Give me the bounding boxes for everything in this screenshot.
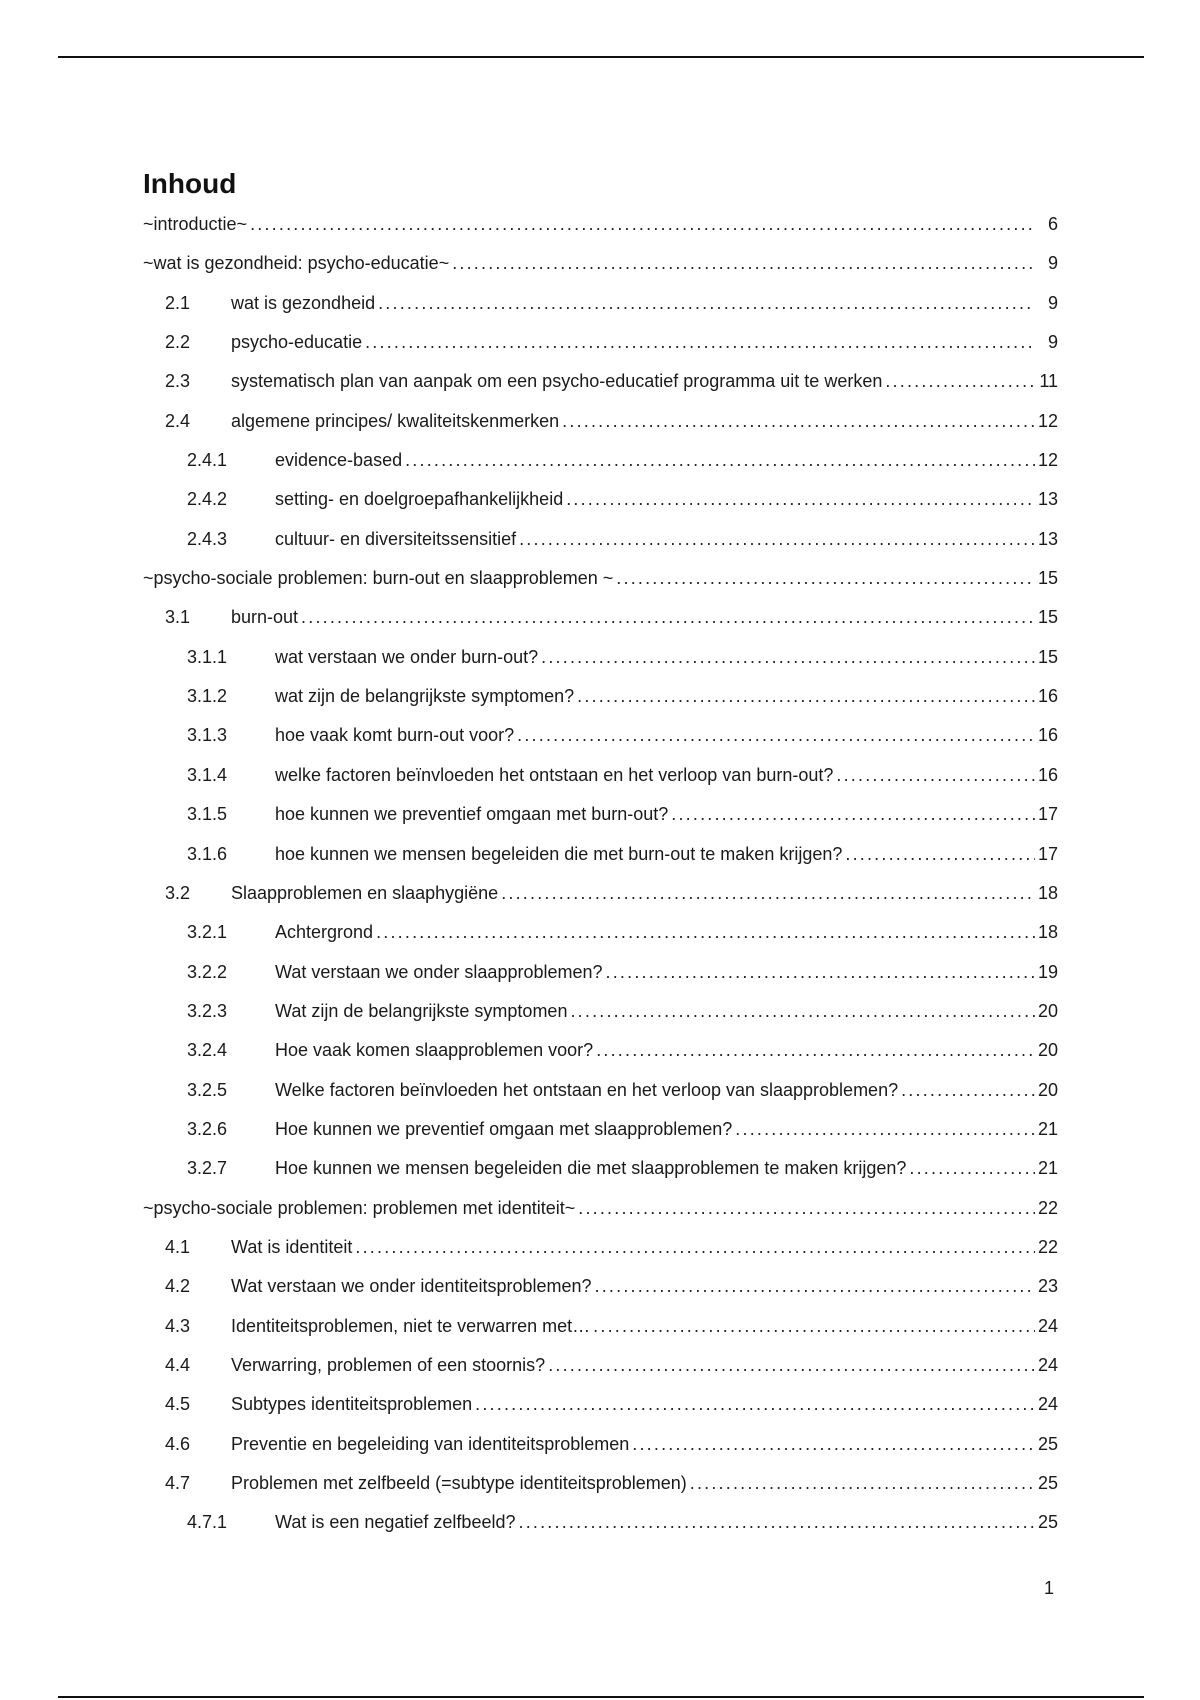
toc-entry-label: Hoe kunnen we mensen begeleiden die met slaapproblemen te maken krijgen?	[275, 1158, 907, 1179]
dot-leader	[541, 647, 1035, 667]
toc-entry-page: 9	[1047, 253, 1058, 274]
toc-entry[interactable]	[143, 405, 1058, 444]
dot-leader	[250, 214, 1035, 234]
toc-entry[interactable]	[143, 562, 1058, 601]
toc-entry-label: wat zijn de belangrijkste symptomen?	[275, 686, 575, 707]
toc-entry[interactable]	[143, 680, 1058, 719]
dot-leader	[452, 253, 1035, 273]
toc-entry-page: 12	[1037, 450, 1058, 471]
toc-entry-page: 18	[1037, 882, 1058, 903]
toc-entry[interactable]	[143, 641, 1058, 680]
dot-leader	[596, 1040, 1035, 1060]
dot-leader	[901, 1080, 1035, 1100]
dot-leader	[475, 1394, 1035, 1414]
toc-entry[interactable]	[143, 995, 1058, 1034]
toc-entry-page: 25	[1037, 1473, 1058, 1493]
toc-entry-label: Welke factoren beïnvloeden het ontstaan en het verloop van slaapproblemen?	[275, 1079, 899, 1100]
toc-entry-number: 2.4.2	[187, 489, 228, 510]
dot-leader	[365, 332, 1035, 352]
table-of-contents	[143, 208, 1058, 1546]
toc-entry[interactable]	[143, 877, 1058, 916]
dot-leader	[548, 1355, 1035, 1375]
toc-entry-number: 2.3	[165, 371, 191, 392]
toc-entry-label: setting- en doelgroepafhankelijkheid	[275, 489, 564, 510]
toc-entry[interactable]	[143, 247, 1058, 286]
toc-entry-label: ~introductie~	[143, 214, 248, 234]
toc-entry-number: 3.2.1	[187, 922, 228, 943]
dot-leader	[593, 1316, 1035, 1336]
toc-entry-page: 24	[1037, 1394, 1058, 1415]
toc-entry-number: 4.7	[165, 1473, 191, 1493]
dot-leader	[355, 1237, 1035, 1257]
toc-entry-page: 9	[1047, 292, 1058, 313]
toc-entry[interactable]	[143, 759, 1058, 798]
toc-entry-number: 3.2.5	[187, 1079, 228, 1100]
dot-leader	[595, 1276, 1035, 1296]
toc-entry-number: 4.6	[165, 1433, 191, 1454]
toc-entry[interactable]	[143, 916, 1058, 955]
toc-entry-page: 24	[1037, 1315, 1058, 1336]
toc-entry-label: Verwarring, problemen of een stoornis?	[231, 1354, 546, 1375]
toc-entry-number: 2.4.1	[187, 450, 228, 471]
toc-entry[interactable]	[143, 326, 1058, 365]
toc-entry[interactable]	[143, 287, 1058, 326]
toc-entry-page: 22	[1037, 1236, 1058, 1257]
dot-leader	[405, 450, 1035, 470]
toc-entry[interactable]	[143, 523, 1058, 562]
toc-entry-page: 15	[1037, 568, 1058, 589]
toc-entry-page: 20	[1037, 1000, 1058, 1021]
toc-entry-number: 3.2.3	[187, 1000, 228, 1021]
toc-entry-label: burn-out	[231, 607, 299, 628]
toc-entry-number: 2.4	[165, 410, 191, 431]
toc-entry-label: Preventie en begeleiding van identiteitsproblemen	[231, 1433, 630, 1454]
toc-entry-label: evidence-based	[275, 450, 403, 471]
toc-entry-label: welke factoren beïnvloeden het ontstaan en het verloop van burn-out?	[275, 764, 834, 785]
dot-leader	[566, 489, 1035, 509]
toc-entry[interactable]	[143, 956, 1058, 995]
toc-entry-label: systematisch plan van aanpak om een psycho-educatief programma uit te werken	[231, 371, 883, 392]
page-number: 1	[1044, 1578, 1055, 1598]
dot-leader	[616, 568, 1035, 588]
toc-entry-number: 4.1	[165, 1236, 191, 1257]
toc-entry[interactable]	[143, 1113, 1058, 1152]
toc-entry[interactable]	[143, 1349, 1058, 1388]
toc-title: Inhoud	[143, 168, 237, 199]
dot-leader	[836, 765, 1035, 785]
dot-leader	[735, 1119, 1035, 1139]
toc-entry-page: 6	[1047, 214, 1058, 234]
toc-entry[interactable]	[143, 1310, 1058, 1349]
toc-entry-label: algemene principes/ kwaliteitskenmerken	[231, 410, 560, 431]
dot-leader	[909, 1158, 1035, 1178]
toc-entry-number: 3.1.4	[187, 764, 228, 785]
toc-entry[interactable]	[143, 1270, 1058, 1309]
toc-entry[interactable]	[143, 1428, 1058, 1467]
toc-entry-label: Wat zijn de belangrijkste symptomen	[275, 1000, 568, 1021]
toc-entry-page: 13	[1037, 489, 1058, 510]
toc-entry-label: Problemen met zelfbeeld (=subtype identiteitsproblemen)	[231, 1473, 687, 1493]
toc-entry-page: 16	[1037, 764, 1058, 785]
toc-entry[interactable]	[143, 1074, 1058, 1113]
dot-leader	[570, 1001, 1035, 1021]
toc-entry-page: 20	[1037, 1040, 1058, 1061]
toc-entry-page: 21	[1037, 1118, 1058, 1139]
toc-entry-page: 24	[1037, 1354, 1058, 1375]
toc-entry-label: hoe kunnen we mensen begeleiden die met burn-out te maken krijgen?	[275, 843, 843, 864]
dot-leader	[671, 804, 1035, 824]
toc-entry[interactable]	[143, 1231, 1058, 1270]
toc-entry-number: 3.1.1	[187, 646, 228, 667]
dot-leader	[885, 371, 1035, 391]
toc-entry-label: Wat verstaan we onder slaapproblemen?	[275, 961, 603, 982]
toc-entry-page: 15	[1037, 646, 1058, 667]
dot-leader	[845, 844, 1035, 864]
toc-entry-number: 3.1.3	[187, 725, 228, 746]
toc-entry[interactable]	[143, 483, 1058, 522]
dot-leader	[690, 1473, 1035, 1493]
toc-entry-label: wat verstaan we onder burn-out?	[275, 646, 539, 667]
toc-entry-page: 16	[1037, 686, 1058, 707]
toc-entry-number: 3.1	[165, 607, 191, 628]
toc-entry[interactable]	[143, 444, 1058, 483]
toc-entry-label: Wat is een negatief zelfbeeld?	[275, 1512, 516, 1533]
toc-entry-label: Identiteitsproblemen, niet te verwarren met…	[231, 1315, 591, 1336]
toc-entry-number: 3.1.2	[187, 686, 228, 707]
footer-rule	[58, 1696, 1144, 1698]
toc-entry-page: 9	[1047, 332, 1058, 353]
dot-leader	[519, 529, 1035, 549]
toc-entry-label: Subtypes identiteitsproblemen	[231, 1394, 473, 1415]
toc-entry-page: 18	[1037, 922, 1058, 943]
dot-leader	[519, 1512, 1035, 1532]
toc-entry[interactable]	[143, 1467, 1058, 1506]
toc-entry-page: 21	[1037, 1158, 1058, 1179]
toc-entry-number: 3.1.6	[187, 843, 228, 864]
toc-entry-number: 3.2.2	[187, 961, 228, 982]
toc-entry-label: Wat verstaan we onder identiteitsproblemen?	[231, 1276, 592, 1297]
dot-leader	[577, 686, 1035, 706]
toc-entry-page: 20	[1037, 1079, 1058, 1100]
dot-leader	[606, 962, 1035, 982]
toc-entry-number: 2.1	[165, 292, 191, 313]
toc-entry-number: 2.2	[165, 332, 191, 353]
toc-entry-page: 25	[1037, 1512, 1058, 1533]
toc-entry-label: Slaapproblemen en slaaphygiëne	[231, 882, 499, 903]
toc-entry-page: 15	[1037, 607, 1058, 628]
toc-entry[interactable]	[143, 1034, 1058, 1073]
toc-entry-label: hoe kunnen we preventief omgaan met burn-out?	[275, 804, 669, 825]
toc-entry-number: 2.4.3	[187, 528, 228, 549]
toc-entry[interactable]	[143, 1192, 1058, 1231]
dot-leader	[376, 922, 1035, 942]
toc-entry-number: 4.5	[165, 1394, 191, 1415]
toc-entry-page: 17	[1037, 804, 1058, 825]
toc-entry-number: 4.7.1	[187, 1512, 228, 1533]
toc-entry-label: cultuur- en diversiteitssensitief	[275, 528, 517, 549]
toc-entry-label: Achtergrond	[275, 922, 374, 943]
toc-entry-page: 25	[1037, 1433, 1058, 1454]
toc-entry-label: ~wat is gezondheid: psycho-educatie~	[143, 253, 450, 274]
toc-entry[interactable]	[143, 838, 1058, 877]
toc-entry-label: Hoe kunnen we preventief omgaan met slaapproblemen?	[275, 1118, 733, 1139]
toc-entry-number: 3.1.5	[187, 804, 228, 825]
toc-entry-page: 19	[1037, 961, 1058, 982]
dot-leader	[632, 1434, 1035, 1454]
toc-entry-page: 13	[1037, 528, 1058, 549]
toc-entry[interactable]	[143, 798, 1058, 837]
toc-entry-page: 16	[1037, 725, 1058, 746]
toc-entry-page: 12	[1037, 410, 1058, 431]
toc-entry[interactable]	[143, 1388, 1058, 1427]
toc-entry-number: 4.4	[165, 1354, 191, 1375]
toc-entry-page: 11	[1039, 371, 1058, 392]
dot-leader	[578, 1198, 1035, 1218]
toc-entry-label: wat is gezondheid	[231, 292, 376, 313]
toc-entry-label: hoe vaak komt burn-out voor?	[275, 725, 515, 746]
header-rule	[58, 56, 1144, 58]
toc-entry[interactable]	[143, 1506, 1058, 1545]
toc-entry-number: 3.2.6	[187, 1118, 228, 1139]
toc-entry-label: ~psycho-sociale problemen: problemen met identiteit~	[143, 1197, 576, 1218]
toc-entry-number: 3.2.4	[187, 1040, 228, 1061]
dot-leader	[501, 883, 1035, 903]
dot-leader	[378, 293, 1035, 313]
toc-entry-page: 17	[1037, 843, 1058, 864]
toc-entry-page: 22	[1037, 1197, 1058, 1218]
toc-entry-label: ~psycho-sociale problemen: burn-out en slaapproblemen ~	[143, 568, 614, 589]
toc-entry[interactable]	[143, 719, 1058, 758]
toc-entry[interactable]	[143, 365, 1058, 404]
toc-entry[interactable]	[143, 601, 1058, 640]
toc-entry-number: 3.2	[165, 882, 191, 903]
toc-entry-label: psycho-educatie	[231, 332, 363, 353]
toc-entry-number: 3.2.7	[187, 1158, 228, 1179]
toc-entry-label: Hoe vaak komen slaapproblemen voor?	[275, 1040, 594, 1061]
toc-entry[interactable]	[143, 1152, 1058, 1191]
toc-entry-label: Wat is identiteit	[231, 1236, 353, 1257]
dot-leader	[301, 607, 1035, 627]
dot-leader	[517, 725, 1035, 745]
toc-entry-number: 4.3	[165, 1315, 191, 1336]
toc-entry[interactable]	[143, 208, 1058, 247]
dot-leader	[562, 411, 1035, 431]
toc-entry-page: 23	[1037, 1276, 1058, 1297]
toc-entry-number: 4.2	[165, 1276, 191, 1297]
